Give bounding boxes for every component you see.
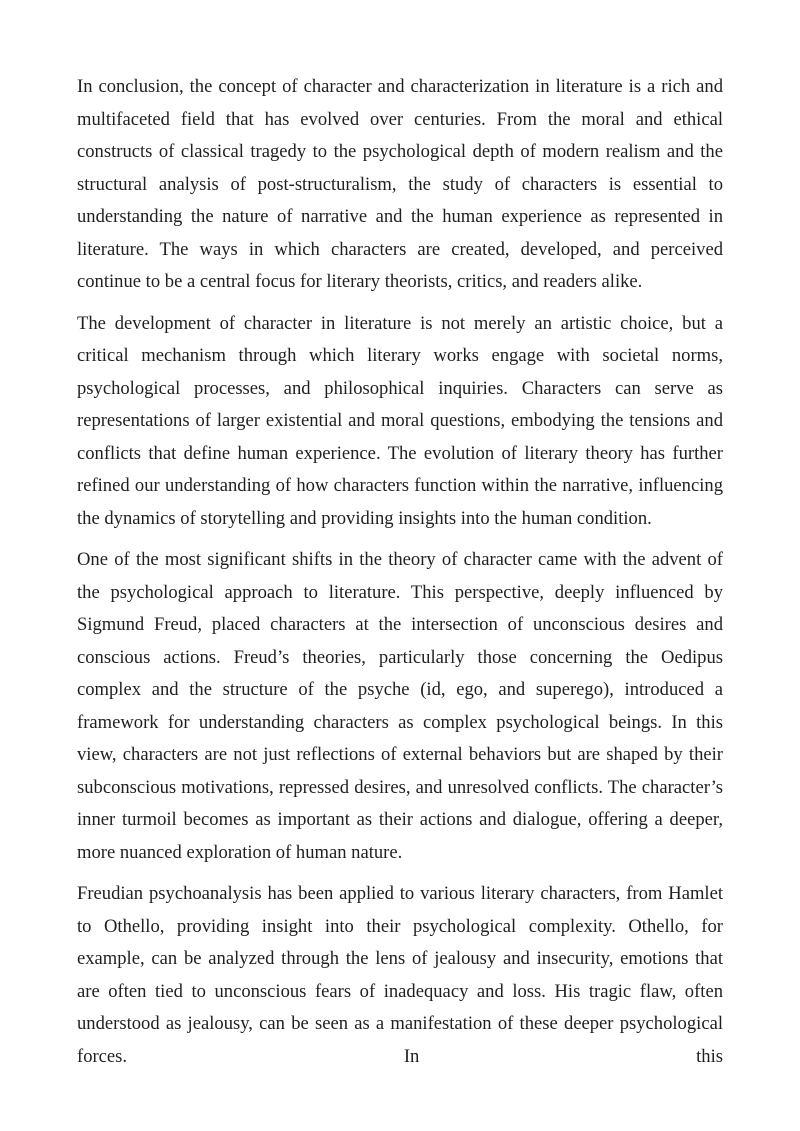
paragraph-conclusion: In conclusion, the concept of character and characterization in literature is a rich and multifaceted field that has evolved over centuries. From the moral and ethical constructs of classical tragedy to the psychological depth of modern realism and the structural analysis of post-structuralism, the study of characters is essential to understanding the nature of narrative and the human experience as represented in literature. The ways in which characters are created, developed, and perceived continue to be a central focus for literary theorists, critics, and readers alike. [77,76,723,292]
paragraph-freudian-psychoanalysis: Freudian psychoanalysis has been applied to various literary characters, from Hamlet to Othello, providing insight into their psychological complexity. Othello, for example, can be analyzed through the lens of jealousy and insecurity, emotions that are often tied to unconscious fears of inadequacy and loss. His tragic flaw, often understood as jealousy, can be seen as a manifestation of these deeper psychological forces. In this [77,883,723,1067]
body-text [77,71,723,1082]
paragraph-psychological-approach: One of the most significant shifts in the theory of character came with the advent of the psychological approach to literature. This perspective, deeply influenced by Sigmund Freud, placed characters at the intersection of unconscious desires and conscious actions. Freud’s theories, particularly those concerning the Oedipus complex and the structure of the psyche (id, ego, and superego), introduced a framework for understanding characters as complex psychological beings. In this view, characters are not just reflections of external behaviors but are shaped by their subconscious motivations, repressed desires, and unresolved conflicts. The character’s inner turmoil becomes as important as their actions and dialogue, offering a deeper, more nuanced exploration of human nature. [77,549,723,863]
paragraph-character-development: The development of character in literature is not merely an artistic choice, but a critical mechanism through which literary works engage with societal norms, psychological processes, and philosophical inquiries. Characters can serve as representations of larger existential and moral questions, embodying the tensions and conflicts that define human experience. The evolution of literary theory has further refined our understanding of how characters function within the narrative, influencing the dynamics of storytelling and providing insights into the human condition. [77,312,723,529]
